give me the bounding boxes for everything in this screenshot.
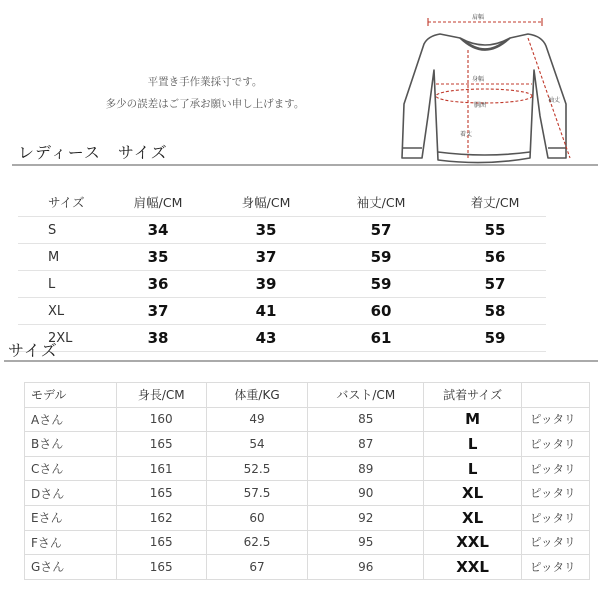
table-row [25,481,590,506]
table-cell: M [424,407,522,432]
table-cell: 87 [308,432,424,457]
table-cell: Eさん [25,505,117,530]
table-cell: 54 [206,432,308,457]
table-cell: XXL [424,555,522,580]
table-cell: 85 [308,407,424,432]
model-size-table [24,382,590,580]
table-cell: Aさん [25,407,117,432]
measure-lines [428,18,570,158]
table-cell: 165 [116,432,206,457]
table-cell: Fさん [25,530,117,555]
table-cell: ピッタリ [522,530,590,555]
table-cell: 49 [206,407,308,432]
table-cell: 165 [116,530,206,555]
column-header: バスト/CM [308,383,424,408]
table-row [25,456,590,481]
table-row [25,505,590,530]
table-cell: 2XL [18,325,102,352]
table-cell: ピッタリ [522,555,590,580]
table-cell: S [18,217,102,244]
table-cell: 96 [308,555,424,580]
table-cell: L [18,271,102,298]
table-cell: L [424,432,522,457]
table-cell: 90 [308,481,424,506]
table-row [18,298,546,325]
table-cell: M [18,244,102,271]
table-header-row [18,188,546,217]
table-row [25,407,590,432]
table-cell: 56 [444,244,546,271]
table-cell: 89 [308,456,424,481]
ladies-size-table [18,188,546,352]
table-cell: ピッタリ [522,432,590,457]
table-cell: Dさん [25,481,117,506]
table-cell: 61 [318,325,444,352]
column-header: 試着サイズ [424,383,522,408]
model-size-title: サイズ [8,341,58,360]
shoulder-label: 肩幅 [472,14,485,21]
column-header: 肩幅/CM [102,188,214,217]
table-cell: 57 [318,217,444,244]
chest-label: 身幅 [472,76,485,83]
table-cell: XXL [424,530,522,555]
model-size-table-body [25,383,590,580]
table-cell: 58 [444,298,546,325]
table-cell: 59 [318,271,444,298]
table-row [18,271,546,298]
ladies-size-title: レディース サイズ [18,143,168,162]
table-row [25,555,590,580]
tolerance-note: 多少の誤差はご了承お願い申し上げます。 [105,98,305,110]
table-row [25,432,590,457]
sleeve-label: 袖丈 [548,97,561,104]
column-header: 着丈/CM [444,188,546,217]
table-cell: Gさん [25,555,117,580]
table-cell: ピッタリ [522,505,590,530]
table-cell: 160 [116,407,206,432]
table-cell: ピッタリ [522,456,590,481]
column-header: モデル [25,383,117,408]
table-cell: 59 [444,325,546,352]
table-cell: 57.5 [206,481,308,506]
length-label: 着丈 [460,131,473,138]
table-cell: XL [18,298,102,325]
table-cell: 165 [116,555,206,580]
table-cell: 37 [102,298,214,325]
table-cell: L [424,456,522,481]
column-header: 袖丈/CM [318,188,444,217]
table-cell: Cさん [25,456,117,481]
column-header: 身幅/CM [214,188,318,217]
table-cell: 38 [102,325,214,352]
sweater-diagram [376,8,594,178]
table-cell: 62.5 [206,530,308,555]
table-cell: 34 [102,217,214,244]
table-cell: 60 [318,298,444,325]
table-cell: 37 [214,244,318,271]
table-cell: Bさん [25,432,117,457]
table-cell: 43 [214,325,318,352]
table-cell: 35 [214,217,318,244]
table-row [18,217,546,244]
table-cell: 92 [308,505,424,530]
table-cell: ピッタリ [522,407,590,432]
table-header-row [25,383,590,408]
section-divider [12,164,598,166]
section-divider [4,360,598,362]
table-row [18,244,546,271]
column-header: 体重/KG [206,383,308,408]
table-row [18,325,546,352]
table-cell: 55 [444,217,546,244]
column-header: 身長/CM [116,383,206,408]
table-cell: ピッタリ [522,481,590,506]
table-cell: XL [424,481,522,506]
column-header: サイズ [18,188,102,217]
table-cell: 60 [206,505,308,530]
table-cell: 162 [116,505,206,530]
table-cell: 59 [318,244,444,271]
table-cell: 36 [102,271,214,298]
table-cell: 52.5 [206,456,308,481]
table-cell: 95 [308,530,424,555]
table-cell: XL [424,505,522,530]
ladies-size-table-body [18,188,546,352]
column-header [522,383,590,408]
table-cell: 165 [116,481,206,506]
table-cell: 161 [116,456,206,481]
table-cell: 39 [214,271,318,298]
waist-label: 胴囲 [474,102,487,109]
table-cell: 35 [102,244,214,271]
table-cell: 67 [206,555,308,580]
table-row [25,530,590,555]
table-cell: 57 [444,271,546,298]
sweater-outline [402,34,566,163]
measurement-note: 平置き手作業採寸です。 [147,76,263,88]
table-cell: 41 [214,298,318,325]
